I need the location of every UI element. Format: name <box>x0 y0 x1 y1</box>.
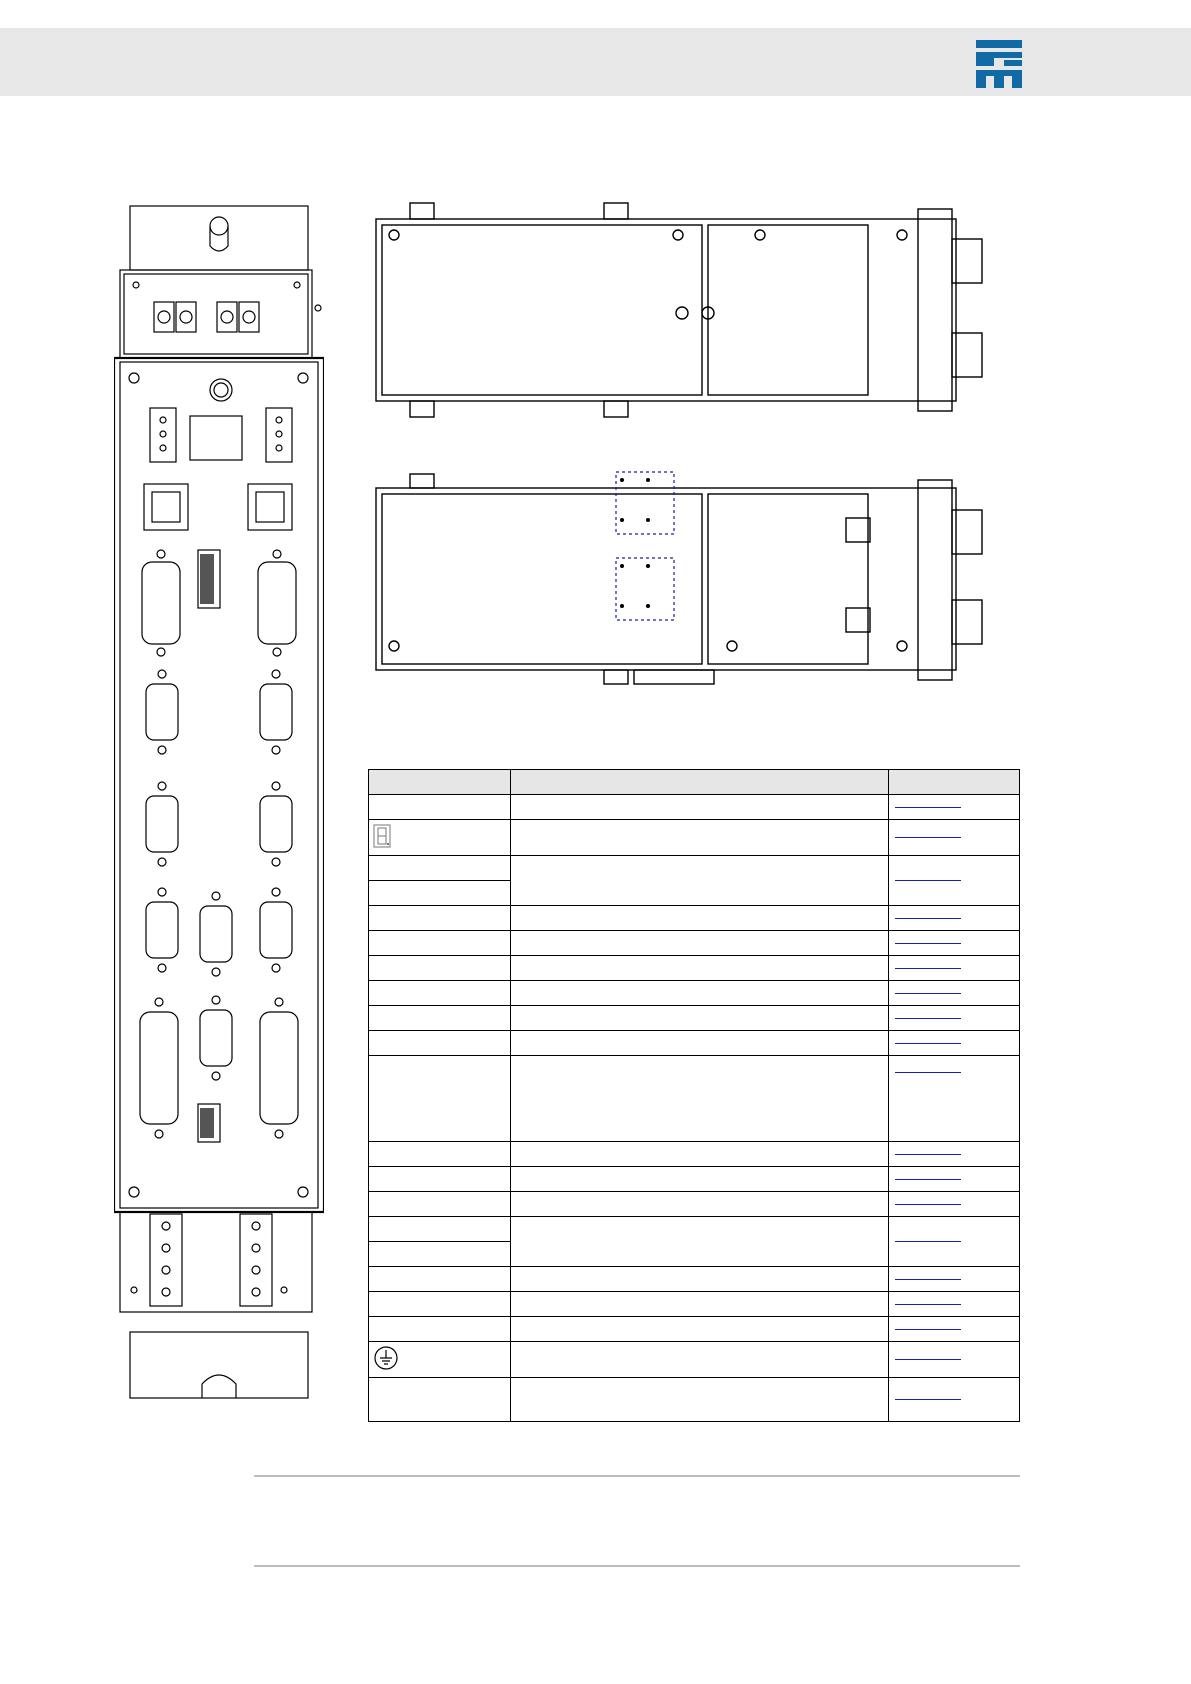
table-row <box>369 820 1020 856</box>
page-link[interactable] <box>895 807 961 808</box>
page-link[interactable] <box>895 1304 961 1305</box>
page-link[interactable] <box>895 968 961 969</box>
separator-rule <box>254 1565 1020 1567</box>
table-row <box>369 906 1020 931</box>
table-row <box>369 1167 1020 1192</box>
table-row <box>369 856 1020 881</box>
front-view-drawing <box>114 204 324 1400</box>
page-link[interactable] <box>895 918 961 919</box>
table-row <box>369 1292 1020 1317</box>
page-link[interactable] <box>895 993 961 994</box>
table-row <box>369 1056 1020 1142</box>
page-link[interactable] <box>895 1329 961 1330</box>
page-link[interactable] <box>895 1241 961 1242</box>
table-row <box>369 1317 1020 1342</box>
table-row <box>369 1192 1020 1217</box>
table-row <box>369 1006 1020 1031</box>
table-row <box>369 981 1020 1006</box>
table-row <box>369 1342 1020 1378</box>
page-link[interactable] <box>895 1359 961 1360</box>
table-row <box>369 1031 1020 1056</box>
page-link[interactable] <box>895 1072 961 1073</box>
table-row <box>369 1142 1020 1167</box>
page-link[interactable] <box>895 1204 961 1205</box>
table-row <box>369 795 1020 820</box>
page-link[interactable] <box>895 1043 961 1044</box>
page-link[interactable] <box>895 1154 961 1155</box>
company-logo-icon <box>976 40 1022 88</box>
page-link[interactable] <box>895 880 961 881</box>
page-link[interactable] <box>895 837 961 838</box>
table-row <box>369 956 1020 981</box>
protective-earth-icon <box>373 1345 399 1371</box>
page-link[interactable] <box>895 1018 961 1019</box>
connector-table <box>368 769 1020 1422</box>
top-view-drawing <box>370 199 1020 424</box>
page-link[interactable] <box>895 1179 961 1180</box>
table-row <box>369 931 1020 956</box>
table-row <box>369 1267 1020 1292</box>
page-link[interactable] <box>895 1399 961 1400</box>
table-header-row <box>369 770 1020 795</box>
page-link[interactable] <box>895 943 961 944</box>
bottom-view-drawing <box>370 470 1020 688</box>
seven-segment-display-icon <box>373 824 391 848</box>
table-row <box>369 1217 1020 1242</box>
table-row <box>369 1378 1020 1422</box>
page-link[interactable] <box>895 1279 961 1280</box>
separator-rule <box>254 1475 1020 1477</box>
